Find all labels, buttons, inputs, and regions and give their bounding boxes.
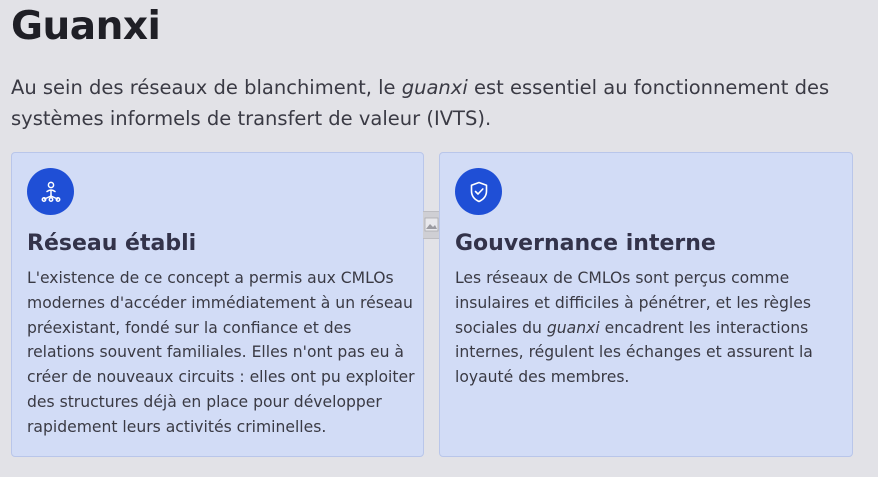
card-established-network [11,152,424,457]
card-text: L'existence de ce concept a permis aux CMLOs modernes d'accéder immédiatement à un réseau préexistant, fondé sur la confiance et des relations souvent familiales. Elles n'ont pas eu à créer de nouveaux circuits : elles ont pu exploiter des structures déjà en place pour développer rapidement leurs activités criminelles. [27,269,415,436]
card-title: Gouvernance interne [455,231,716,256]
card-text-emphasis: guanxi [546,318,600,337]
card-text-start: Les réseaux de CMLOs sont perçus comme insulaires et difficiles à pénétrer, et les règles sociales du [455,269,811,337]
card-internal-governance [439,152,853,457]
card-text-end: encadrent les interactions internes, régulent les échanges et assurent la loyauté des membres. [455,318,813,387]
card-text [455,266,850,390]
page-title: Guanxi [11,4,161,49]
intro-text-start: Au sein des réseaux de blanchiment, le [11,76,402,99]
intro-paragraph [11,72,861,134]
intro-emphasis: guanxi [401,76,468,99]
broken-image-icon [423,211,440,239]
network-person-icon [27,168,74,215]
card-title: Réseau établi [27,231,197,256]
shield-check-icon [455,168,502,215]
intro-text-end: est essentiel au fonctionnement des systèmes informels de transfert de valeur (IVTS). [11,76,830,130]
